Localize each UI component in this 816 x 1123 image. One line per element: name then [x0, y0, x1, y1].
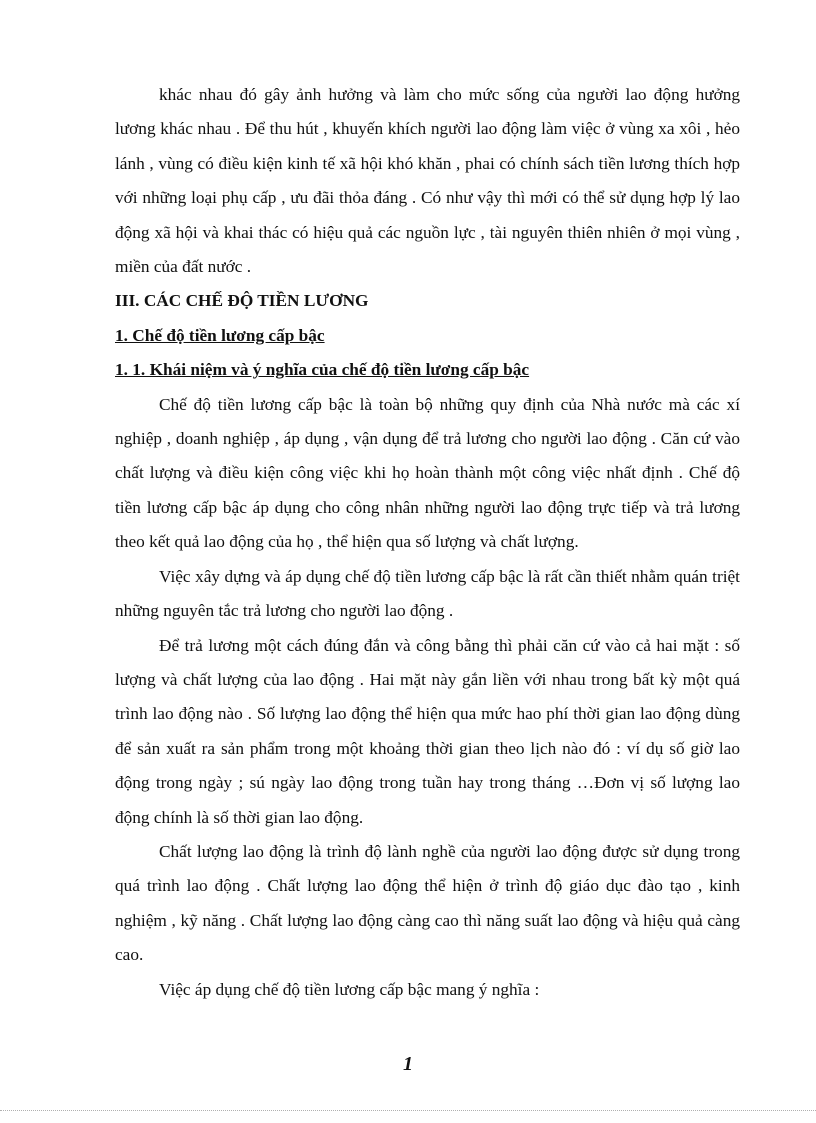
- paragraph-intro: khác nhau đó gây ảnh hưởng và làm cho mức sống của người lao động hưởng lương khác nhau . Để thu hút , khuyến khích người lao động làm việc ở vùng xa xôi , hẻo lánh , vùng có điều kiện kinh tế xã hội khó khăn , phai có chính sách tiền lương thích hợp với những loại phụ cấp , ưu đãi thỏa đáng . Có như vậy thì mới có thể sử dụng hợp lý lao động xã hội và khai thác có hiệu quả các nguồn lực , tài nguyên thiên nhiên ở mọi vùng , miền của đất nước .: [115, 85, 740, 277]
- paragraph-labor-quality: Chất lượng lao động là trình độ lành nghề của người lao động được sử dụng trong quá trình lao động . Chất lượng lao động thể hiện ở trình độ giáo dục đào tạo , kinh nghiệm , kỹ năng . Chất lượng lao động càng cao thì năng suất lao động và hiệu quả càng cao.: [115, 841, 740, 965]
- paragraph-significance: Việc áp dụng chế độ tiền lương cấp bậc mang ý nghĩa :: [159, 979, 540, 999]
- page-number: 1: [403, 1053, 413, 1075]
- document-body: [115, 78, 740, 1007]
- paragraph-definition: Chế độ tiền lương cấp bậc là toàn bộ những quy định của Nhà nước mà các xí nghiệp , doanh nghiệp , áp dụng , vận dụng để trả lương cho người lao động . Căn cứ vào chất lượng và điều kiện công việc khi họ hoàn thành một công việc nhất định . Chế độ tiền lương cấp bậc áp dụng cho công nhân những người lao động trực tiếp và trả lương theo kết quả lao động của họ , thể hiện qua số lượng và chất lượng.: [115, 394, 740, 552]
- section-heading: III. CÁC CHẾ ĐỘ TIỀN LƯƠNG: [115, 291, 369, 311]
- paragraph-necessity: Việc xây dựng và áp dụng chế độ tiền lương cấp bậc là rất cần thiết nhằm quán triệt những nguyên tắc trả lương cho người lao động .: [115, 566, 740, 621]
- paragraph-quantity-quality: Để trả lương một cách đúng đắn và công bằng thì phải căn cứ vào cả hai mặt : số lượng và chất lượng của lao động . Hai mặt này gắn liền với nhau trong bất kỳ một quá trình lao động nào . Số lượng lao động thể hiện qua mức hao phí thời gian lao động dùng để sản xuất ra sản phẩm trong một khoảng thời gian theo lịch nào đó : ví dụ số giờ lao động trong ngày ; sú ngày lao động trong tuần hay trong tháng …Đơn vị số lượng lao động chính là số thời gian lao động.: [115, 635, 740, 827]
- footer-divider: [0, 1110, 816, 1111]
- subsection-heading: 1. Chế độ tiền lương cấp bậc: [115, 325, 325, 345]
- subsubsection-heading: 1. 1. Khái niệm và ý nghĩa của chế độ tiền lương cấp bậc: [115, 360, 530, 380]
